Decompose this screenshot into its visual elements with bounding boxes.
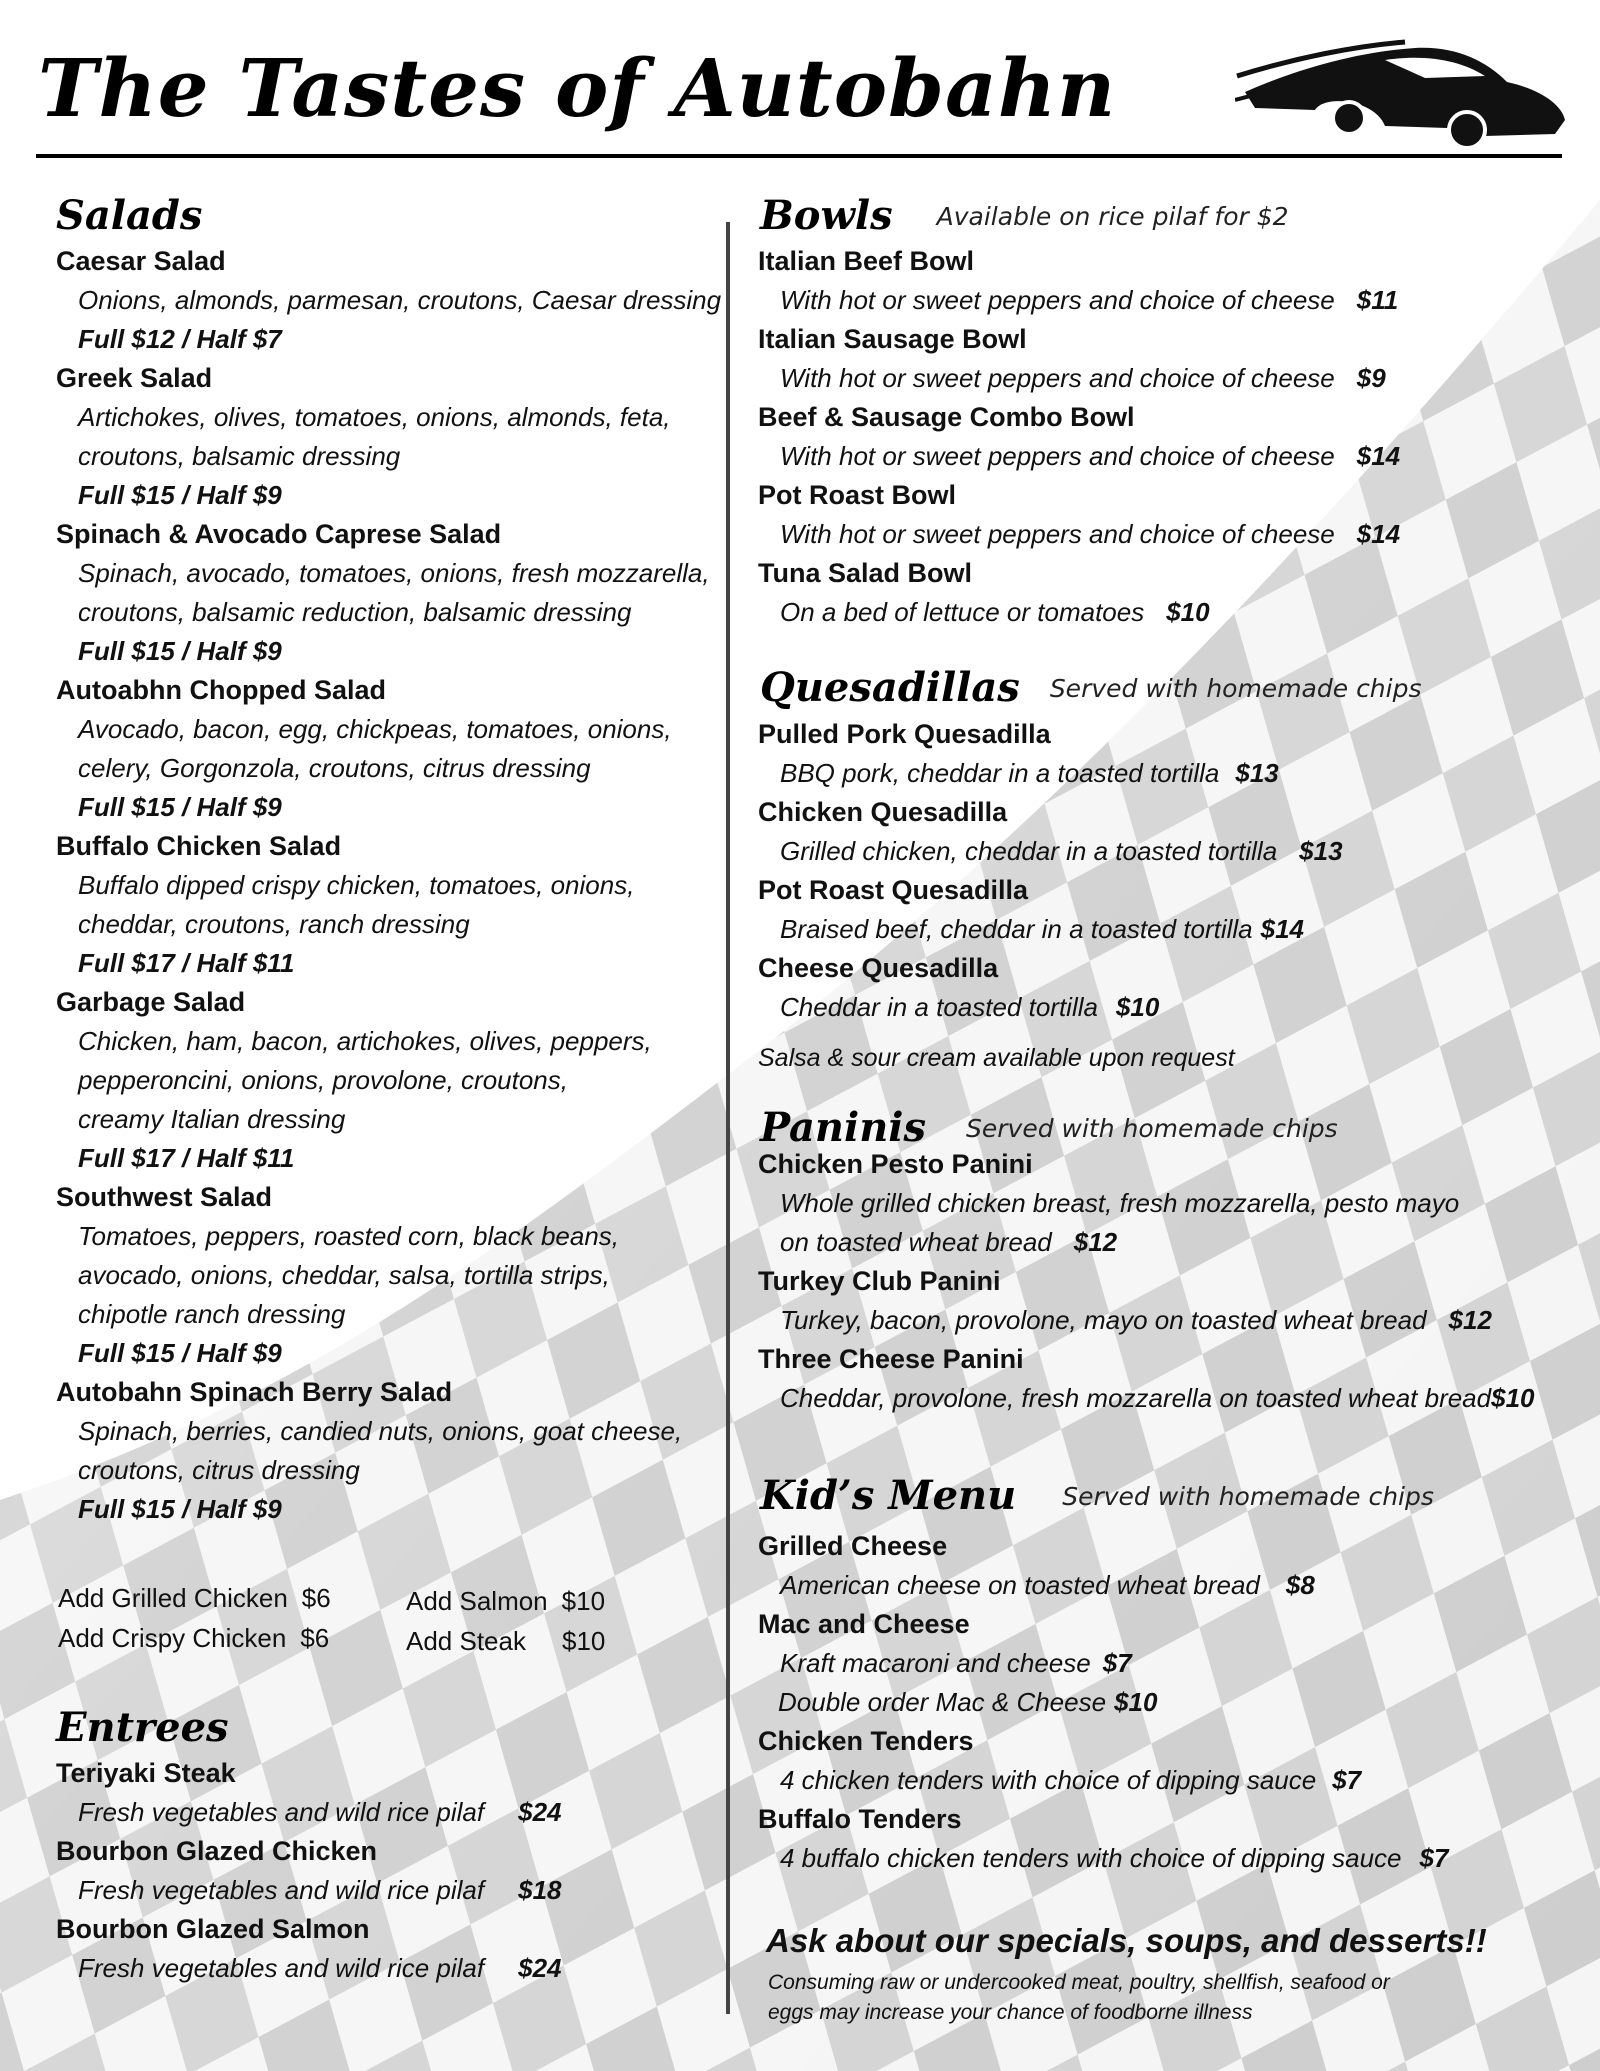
menu-item-desc: chipotle ranch dressing	[78, 1299, 346, 1329]
menu-item-name: Turkey Club Panini	[758, 1266, 1001, 1296]
bowls-note: Available on rice pilaf for $2	[936, 202, 1289, 231]
addon-item	[58, 1578, 331, 1618]
menu-item-desc: Cheddar in a toasted tortilla $10	[758, 988, 1578, 1027]
menu-item-name: Three Cheese Panini	[758, 1344, 1024, 1374]
addon-label: Add Crispy Chicken	[58, 1623, 287, 1653]
menu-item-desc: BBQ pork, cheddar in a toasted tortilla $13	[758, 754, 1578, 793]
menu-item-desc: Tomatoes, peppers, roasted corn, black beans,	[78, 1221, 620, 1251]
menu-item-desc: 4 chicken tenders with choice of dipping sauce $7	[758, 1761, 1578, 1800]
menu-item-desc: Turkey, bacon, provolone, mayo on toasted wheat bread $12	[758, 1301, 1578, 1340]
warning-line: Consuming raw or undercooked meat, poultry, shellfish, seafood or	[768, 1971, 1390, 1994]
header-divider	[36, 154, 1562, 158]
menu-item-name: Autobahn Spinach Berry Salad	[56, 1377, 453, 1407]
menu-item-price: $10	[1491, 1383, 1535, 1413]
menu-item-price: Full $15 / Half $9	[78, 480, 282, 510]
menu-item-desc: avocado, onions, cheddar, salsa, tortilla strips,	[78, 1260, 610, 1290]
menu-item-desc: Chicken, ham, bacon, artichokes, olives, peppers,	[78, 1026, 652, 1056]
menu-item-price: $18	[518, 1875, 562, 1905]
page-title: The Tastes of Autobahn	[38, 41, 1117, 135]
menu-item-price: $12	[1448, 1305, 1492, 1335]
menu-item-name: Teriyaki Steak	[56, 1758, 236, 1788]
menu-item-price: Full $17 / Half $11	[78, 948, 295, 978]
menu-item-price: Full $15 / Half $9	[78, 792, 282, 822]
menu-item-price: $13	[1299, 836, 1343, 866]
kids-list	[758, 1527, 1578, 1878]
menu-item-name: Chicken Tenders	[758, 1726, 974, 1756]
quesadillas-footer: Salsa & sour cream available upon request	[758, 1044, 1235, 1072]
quesadillas-section	[760, 664, 1422, 711]
menu-item-price: $8	[1285, 1570, 1315, 1600]
menu-item-name: Buffalo Chicken Salad	[56, 831, 342, 861]
menu-item-name: Pot Roast Bowl	[758, 480, 957, 510]
column-divider	[726, 222, 730, 2014]
menu-item-price: $24	[518, 1953, 562, 1983]
salads-section	[56, 192, 203, 239]
menu-item-price: $7	[1102, 1648, 1132, 1678]
menu-item-price: Full $15 / Half $9	[78, 636, 282, 666]
menu-item-name: Italian Sausage Bowl	[758, 324, 1027, 354]
menu-item-name: Greek Salad	[56, 363, 213, 393]
quesadillas-heading: Quesadillas	[760, 664, 1020, 711]
specials-callout: Ask about our specials, soups, and desserts!!	[766, 1922, 1487, 1959]
menu-item-desc: With hot or sweet peppers and choice of cheese $11	[758, 281, 1578, 320]
menu-item-price: $12	[1073, 1227, 1118, 1257]
menu-item-price: Full $15 / Half $9	[78, 1494, 282, 1524]
menu-item-desc: On a bed of lettuce or tomatoes $10	[758, 593, 1578, 632]
menu-item-desc: American cheese on toasted wheat bread $8	[758, 1566, 1578, 1605]
paninis-section	[760, 1104, 1338, 1151]
menu-item-name: Mac and Cheese	[758, 1609, 970, 1639]
addon-price: $6	[301, 1583, 331, 1613]
addon-label: Add Grilled Chicken	[58, 1583, 288, 1613]
menu-item-desc: Double order Mac & Cheese $10	[758, 1683, 1578, 1722]
menu-item-price: $10	[1166, 597, 1210, 627]
addon-price: $6	[300, 1623, 330, 1653]
menu-item-desc: Fresh vegetables and wild rice pilaf $24	[56, 1949, 716, 1988]
menu-item-name: Chicken Quesadilla	[758, 797, 1008, 827]
menu-item-desc: With hot or sweet peppers and choice of cheese $9	[758, 359, 1578, 398]
addons-right	[406, 1581, 605, 1661]
warning-line: eggs may increase your chance of foodborne illness	[768, 2001, 1253, 2024]
menu-item-price: $10	[1115, 992, 1160, 1022]
entrees-list	[56, 1754, 716, 1988]
quesadillas-note: Served with homemade chips	[1049, 674, 1422, 703]
menu-item-desc: Braised beef, cheddar in a toasted tortilla $14	[758, 910, 1578, 949]
menu-item-price: $24	[518, 1797, 562, 1827]
addon-price: $10	[561, 1626, 606, 1656]
menu-item-price: $14	[1260, 914, 1305, 944]
menu-item-desc: Cheddar, provolone, fresh mozzarella on toasted wheat bread$10	[758, 1379, 1578, 1418]
menu-item-name: Beef & Sausage Combo Bowl	[758, 402, 1135, 432]
kids-heading: Kid’s Menu	[760, 1472, 1017, 1519]
menu-item-desc: Artichokes, olives, tomatoes, onions, almonds, feta,	[78, 402, 671, 432]
food-safety-warning	[768, 1968, 1448, 2028]
menu-item-name: Italian Beef Bowl	[758, 246, 975, 276]
menu-item-price: $7	[1419, 1843, 1449, 1873]
menu-item-desc: cheddar, croutons, ranch dressing	[78, 909, 470, 939]
addon-item	[406, 1581, 605, 1621]
menu-item-desc: Spinach, berries, candied nuts, onions, goat cheese,	[78, 1416, 683, 1446]
menu-item-price: $13	[1235, 758, 1279, 788]
menu-item-name: Tuna Salad Bowl	[758, 558, 973, 588]
menu-item-desc: Whole grilled chicken breast, fresh mozzarella, pesto mayo	[780, 1188, 1460, 1218]
menu-item-name: Pot Roast Quesadilla	[758, 875, 1029, 905]
bowls-section	[760, 192, 1289, 239]
addons-left	[58, 1578, 331, 1658]
menu-item-name: Autoabhn Chopped Salad	[56, 675, 386, 705]
addon-item	[58, 1618, 331, 1658]
salads-heading: Salads	[56, 192, 203, 239]
menu-item-desc: Grilled chicken, cheddar in a toasted tortilla $13	[758, 832, 1578, 871]
bowls-heading: Bowls	[760, 192, 893, 239]
menu-item-desc: croutons, balsamic dressing	[78, 441, 401, 471]
menu-item-desc: 4 buffalo chicken tenders with choice of dipping sauce $7	[758, 1839, 1578, 1878]
bowls-list	[758, 242, 1578, 632]
kids-note: Served with homemade chips	[1062, 1482, 1434, 1511]
menu-item-desc: pepperoncini, onions, provolone, croutons,	[78, 1065, 568, 1095]
quesadillas-list	[758, 715, 1578, 1078]
menu-item-name: Chicken Pesto Panini	[758, 1149, 1033, 1179]
menu-item-desc: Spinach, avocado, tomatoes, onions, fresh mozzarella,	[78, 558, 710, 588]
menu-item-name: Buffalo Tenders	[758, 1804, 962, 1834]
menu-item-desc: on toasted wheat bread $12	[758, 1223, 1578, 1262]
menu-item-name: Grilled Cheese	[758, 1531, 948, 1561]
menu-item-price: $14	[1356, 519, 1401, 549]
addon-label: Add Steak	[406, 1626, 526, 1656]
menu-item-price: $10	[1114, 1687, 1158, 1717]
menu-item-name: Cheese Quesadilla	[758, 953, 999, 983]
menu-item-name: Bourbon Glazed Chicken	[56, 1836, 378, 1866]
menu-item-name: Pulled Pork Quesadilla	[758, 719, 1051, 749]
paninis-list	[758, 1145, 1578, 1418]
menu-item-desc: Avocado, bacon, egg, chickpeas, tomatoes, onions,	[78, 714, 672, 744]
menu-item-price: Full $15 / Half $9	[78, 1338, 282, 1368]
menu-item-name: Garbage Salad	[56, 987, 246, 1017]
addon-item	[406, 1621, 605, 1661]
race-car-logo	[1235, 30, 1570, 150]
addon-price: $10	[561, 1586, 606, 1616]
salads-list	[56, 242, 722, 1529]
menu-item-desc: Fresh vegetables and wild rice pilaf $18	[56, 1871, 716, 1910]
menu-item-price: $7	[1332, 1765, 1362, 1795]
menu-item-desc: creamy Italian dressing	[78, 1104, 346, 1134]
menu-item-desc: Kraft macaroni and cheese $7	[758, 1644, 1578, 1683]
menu-item-price: Full $12 / Half $7	[78, 324, 282, 354]
entrees-section	[56, 1704, 229, 1751]
menu-item-desc: Buffalo dipped crispy chicken, tomatoes, onions,	[78, 870, 635, 900]
paninis-note: Served with homemade chips	[966, 1114, 1338, 1143]
menu-item-desc: Onions, almonds, parmesan, croutons, Caesar dressing	[78, 285, 722, 315]
menu-item-name: Spinach & Avocado Caprese Salad	[56, 519, 502, 549]
menu-item-desc: croutons, citrus dressing	[78, 1455, 360, 1485]
menu-item-desc: With hot or sweet peppers and choice of cheese $14	[758, 437, 1578, 476]
menu-item-name: Caesar Salad	[56, 246, 226, 276]
paninis-heading: Paninis	[760, 1104, 926, 1151]
menu-item-price: $9	[1356, 363, 1386, 393]
addon-label: Add Salmon	[406, 1586, 548, 1616]
menu-item-name: Southwest Salad	[56, 1182, 273, 1212]
entrees-heading: Entrees	[56, 1704, 229, 1751]
menu-item-price: Full $17 / Half $11	[78, 1143, 295, 1173]
menu-item-desc: Fresh vegetables and wild rice pilaf $24	[56, 1793, 716, 1832]
kids-section	[760, 1472, 1434, 1519]
menu-item-price: $14	[1356, 441, 1401, 471]
menu-item-price: $11	[1356, 285, 1399, 315]
menu-item-desc: celery, Gorgonzola, croutons, citrus dressing	[78, 753, 591, 783]
menu-item-desc: croutons, balsamic reduction, balsamic dressing	[78, 597, 632, 627]
menu-item-desc: With hot or sweet peppers and choice of cheese $14	[758, 515, 1578, 554]
menu-item-name: Bourbon Glazed Salmon	[56, 1914, 370, 1944]
